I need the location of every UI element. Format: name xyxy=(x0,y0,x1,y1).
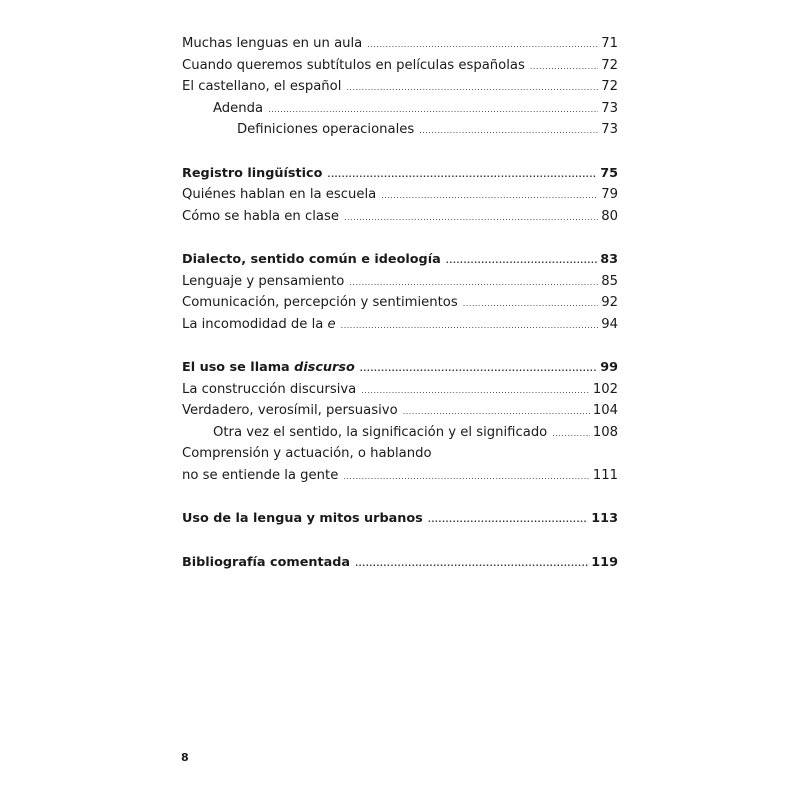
toc-subentry xyxy=(182,98,618,120)
toc-leader-dots xyxy=(343,466,590,488)
toc-entry-label: Muchas lenguas en un aula xyxy=(182,36,363,51)
toc-leader-dots xyxy=(341,315,599,337)
toc-entry xyxy=(182,206,618,228)
toc-entry-page: 73 xyxy=(601,100,618,116)
toc-leader-dots xyxy=(381,185,598,207)
toc-chapter-label: El uso se llama discurso xyxy=(182,360,355,375)
toc-entry-label: Cómo se habla en clase xyxy=(182,208,339,224)
toc-chapter-label: Uso de la lengua y mitos urbanos xyxy=(182,511,423,526)
toc-leader-dots xyxy=(355,553,588,575)
toc-entry-label: Quiénes hablan en la escuela xyxy=(182,187,377,202)
table-of-contents xyxy=(182,33,618,573)
toc-leader-dots xyxy=(349,272,598,294)
toc-chapter-page: 83 xyxy=(600,252,618,267)
toc-entry-page: 104 xyxy=(592,403,618,418)
toc-leader-dots xyxy=(360,358,597,380)
toc-chapter-label: Registro lingüístico xyxy=(182,165,323,181)
toc-leader-dots xyxy=(530,56,598,78)
toc-entry xyxy=(182,465,618,487)
toc-leader-dots xyxy=(327,164,597,186)
toc-leader-dots xyxy=(428,509,588,531)
toc-entry xyxy=(182,379,618,401)
toc-subentry xyxy=(182,422,618,444)
toc-entry-page: 72 xyxy=(601,79,618,94)
toc-leader-dots xyxy=(361,380,590,402)
toc-entry-page: 79 xyxy=(601,187,618,202)
toc-entry-label: Lenguaje y pensamiento xyxy=(182,273,345,289)
toc-chapter xyxy=(182,249,618,271)
toc-entry-label: Comunicación, percepción y sentimientos xyxy=(182,295,458,310)
toc-entry-label: Cuando queremos subtítulos en películas españolas xyxy=(182,57,525,73)
toc-chapter xyxy=(182,357,618,379)
toc-entry-page: 71 xyxy=(601,36,618,51)
toc-chapter-page: 99 xyxy=(600,360,618,375)
toc-leader-dots xyxy=(346,77,598,99)
toc-entry xyxy=(182,184,618,206)
toc-leader-dots xyxy=(344,207,598,229)
toc-entry-page: 108 xyxy=(592,424,618,440)
toc-chapter-page: 75 xyxy=(600,165,618,181)
toc-chapter xyxy=(182,508,618,530)
toc-entry-label: Definiciones operacionales xyxy=(237,122,415,137)
toc-entry xyxy=(182,292,618,314)
toc-entry-label: no se entiende la gente xyxy=(182,467,339,483)
toc-leader-dots xyxy=(552,423,590,445)
toc-chapter-page: 119 xyxy=(591,554,618,570)
toc-entry xyxy=(182,271,618,293)
toc-entry-label: La incomodidad de la e xyxy=(182,316,336,332)
page-number: 8 xyxy=(181,751,189,764)
toc-entry-page: 73 xyxy=(601,122,618,137)
toc-entry-page: 102 xyxy=(592,381,618,397)
toc-chapter-label: Bibliografía comentada xyxy=(182,554,351,570)
toc-leader-dots xyxy=(463,293,599,315)
toc-entry-page: 72 xyxy=(601,57,618,73)
toc-leader-dots xyxy=(367,34,598,56)
toc-entry-label: Adenda xyxy=(213,100,264,116)
toc-chapter xyxy=(182,552,618,574)
toc-entry-label: La construcción discursiva xyxy=(182,381,357,397)
toc-entry-page: 80 xyxy=(601,208,618,224)
toc-entry xyxy=(182,55,618,77)
toc-chapter-label: Dialecto, sentido común e ideología xyxy=(182,252,441,267)
toc-subsubentry xyxy=(182,119,618,141)
toc-entry-page: 85 xyxy=(601,273,618,289)
toc-entry xyxy=(182,314,618,336)
toc-leader-dots xyxy=(403,401,590,423)
toc-entry xyxy=(182,33,618,55)
toc-entry xyxy=(182,76,618,98)
toc-entry-page: 92 xyxy=(601,295,618,310)
toc-entry-page: 111 xyxy=(592,467,618,483)
toc-entry-label: Otra vez el sentido, la significación y el significado xyxy=(213,424,548,440)
toc-leader-dots xyxy=(446,250,597,272)
toc-entry-label: Verdadero, verosímil, persuasivo xyxy=(182,403,398,418)
toc-entry-label: El castellano, el español xyxy=(182,79,342,94)
toc-leader-dots xyxy=(419,120,598,142)
toc-leader-dots xyxy=(268,99,598,121)
toc-entry xyxy=(182,400,618,422)
toc-chapter-page: 113 xyxy=(591,511,618,526)
toc-chapter xyxy=(182,163,618,185)
toc-entry-page: 94 xyxy=(601,316,618,332)
toc-entry-label-line: Comprensión y actuación, o hablando xyxy=(182,446,432,461)
